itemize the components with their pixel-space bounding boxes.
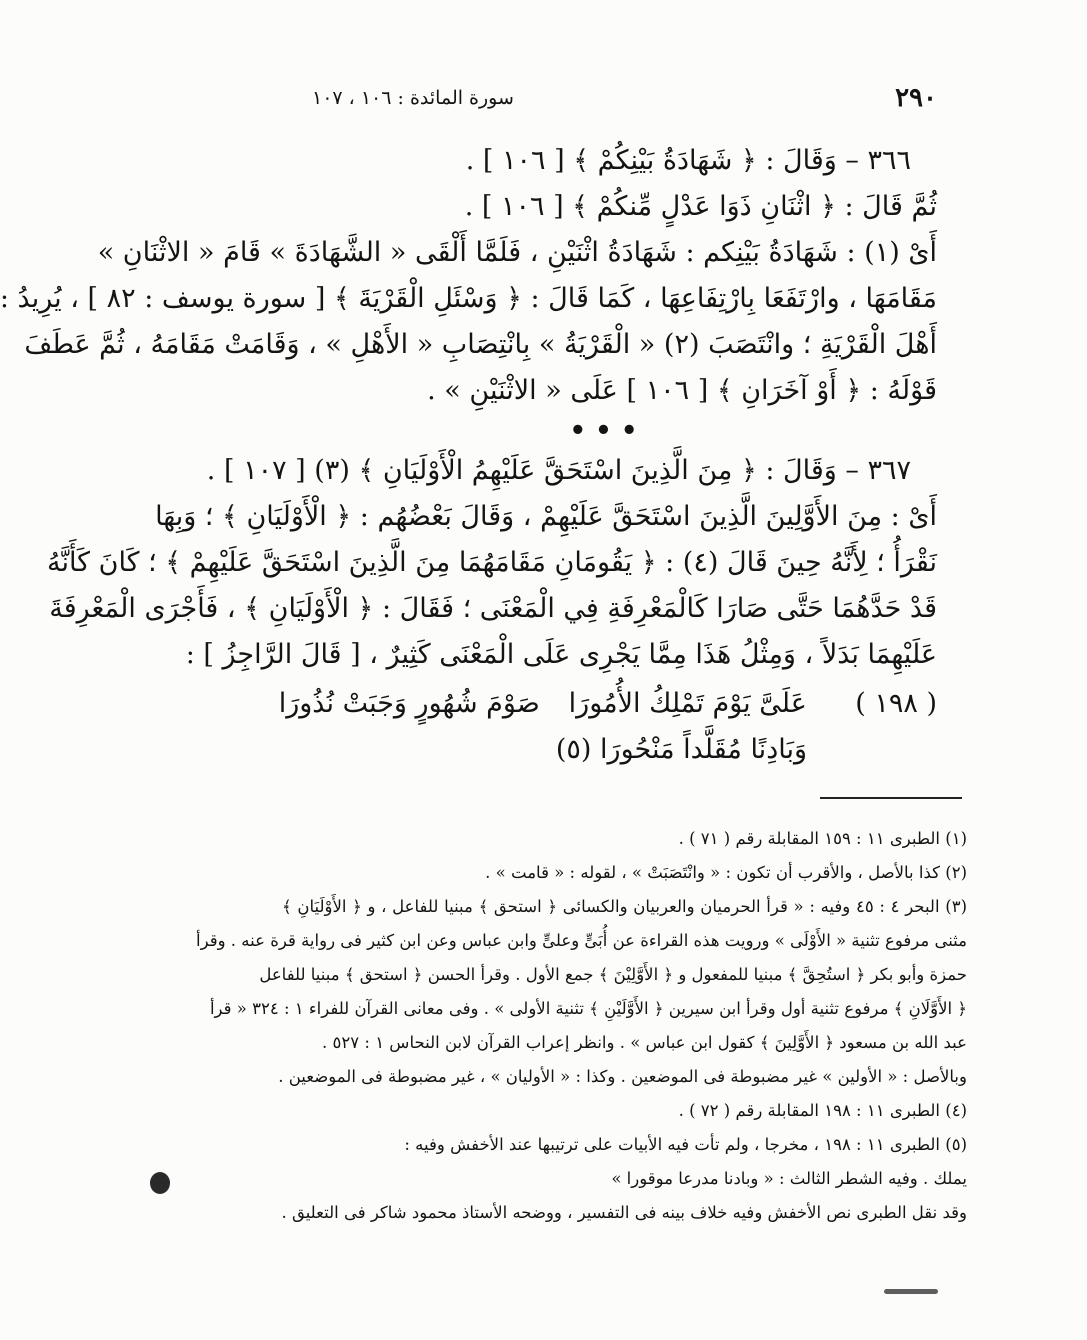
section-separator: • • •: [569, 416, 638, 446]
text-line: نَقْرَأُ ؛ لِأَنَّهُ حِينَ قَالَ (٤) : ﴿ يَقُومَانِ مَقَامَهُمَا مِنَ الَّذِينَ اسْتَحَقَّ عَلَيْهِمْ ﴾ ؛ كَانَ كَأَنَّهُ: [46, 547, 937, 578]
text-line: قَدْ حَدَّهُمَا حَتَّى صَارَا كَالْمَعْرِفَةِ فِي الْمَعْنَى ؛ فَقَالَ : ﴿ الْأَوْلَيَانِ ﴾ ، فَأَجْرَى الْمَعْرِفَةَ: [49, 593, 937, 624]
scan-speck: [150, 1172, 170, 1194]
text-line: مَقَامَهَا ، وارْتَفَعَا بِارْتِفَاعِهَا ، كَمَا قَالَ : ﴿ وَسْئَلِ الْقَرْيَةَ ﴾ [ سورة يوسف : ٨٢ ] ، يُرِيدُ :: [0, 283, 937, 314]
text-line: أَهْلَ الْقَرْيَةِ ؛ وانْتَصَبَ (٢) « الْقَرْيَةُ » بِانْتِصَابِ « الأَهْلِ » ، وَقَامَتْ مَقَامَهُ ، ثُمَّ عَطَفَ: [24, 329, 937, 360]
footnote: (٣) البحر ٤ : ٤٥ وفيه : « قرأ الحرميان والعربيان والكسائى ﴿ استحق ﴾ مبنيا للفاعل ، و ﴿ الأَوْلَيَانِ ﴾: [282, 897, 967, 916]
entry-366-heading: ٣٦٦ – وَقَالَ : ﴿ شَهَادَةُ بَيْنِكُمْ ﴾ [ ١٠٦ ] .: [465, 145, 911, 176]
footnote-continuation: يملك . وفيه الشطر الثالث : « وبادنا مدرعا موقورا »: [611, 1169, 967, 1188]
page-number: ٢٩٠: [895, 83, 937, 113]
verse-number: ( ١٩٨ ): [855, 688, 937, 719]
verse-hemistich: صَوْمَ شُهُورٍ وَجَبَتْ نُذُورَا: [278, 688, 540, 719]
footnote: (٤) الطبرى ١١ : ١٩٨ المقابلة رقم ( ٧٢ ) .: [678, 1101, 967, 1120]
text-line: قَوْلَهُ : ﴿ أَوْ آخَرَانِ ﴾ [ ١٠٦ ] عَلَى « الاثْنَيْنِ » .: [427, 375, 937, 406]
running-title: سورة المائدة : ١٠٦ ، ١٠٧: [312, 87, 514, 109]
text-line: أَىْ (١) : شَهَادَةُ بَيْنِكم : شَهَادَةُ اثْنَيْنِ ، فَلَمَّا أَلْقَى « الشَّهَادَةَ » قَامَ « الاثْنَانِ »: [97, 237, 937, 268]
footnote-continuation: عبد الله بن مسعود ﴿ الأَوَّلِينَ ﴾ كقول ابن عباس » . وانظر إعراب القرآن لابن النحاس ١ : ٥٢٧ .: [322, 1033, 967, 1052]
footnote-continuation: ﴿ الأَوَّلَانِ ﴾ مرفوع تثنية أول وقرأ ابن سيرين ﴿ الأَوَّلَيْنِ ﴾ تثنية الأولى » . وفى معانى القرآن للفراء ١ : ٣٢٤ « قرأ: [209, 999, 967, 1018]
text-line: أَىْ : مِنَ الأَوَّلِينَ الَّذِينَ اسْتَحَقَّ عَلَيْهِمْ ، وَقَالَ بَعْضُهُم : ﴿ الْأَوْلَيَانِ ﴾ ؛ وَبِهَا: [155, 501, 937, 532]
text-line: عَلَيْهِمَا بَدَلاً ، وَمِثْلُ هَذَا مِمَّا يَجْرِى عَلَى الْمَعْنَى كَثِيرٌ ، [ قَالَ الرَّاجِزُ ] :: [185, 639, 937, 670]
poem-verse: [270, 680, 937, 772]
text-line: ثُمَّ قَالَ : ﴿ اثْنَانِ ذَوَا عَدْلٍ مِّنكُمْ ﴾ [ ١٠٦ ] .: [464, 191, 937, 222]
verse-row: [270, 680, 937, 728]
main-text: [0, 138, 937, 772]
footnote: (٥) الطبرى ١١ : ١٩٨ ، مخرجا ، ولم تأت فيه الأبيات على ترتيبها عند الأخفش وفيه :: [404, 1135, 967, 1154]
scan-speck: [884, 1289, 938, 1294]
footnote-continuation: مثنى مرفوع تثنية « الأَوْلَى » ورويت هذه القراءة عن أُبَىٍّ وعلىٍّ وابن عباس وعن ابن كثير فى رواية قرة عنه . وقرأ: [196, 931, 967, 950]
footnote: (١) الطبرى ١١ : ١٥٩ المقابلة رقم ( ٧١ ) .: [678, 829, 967, 848]
footnote-continuation: وبالأصل : « الأولين » غير مضبوطة فى الموضعين . وكذا : « الأوليان » ، غير مضبوطة فى الموضعين .: [278, 1067, 967, 1086]
entry-367-heading: ٣٦٧ – وَقَالَ : ﴿ مِنَ الَّذِينَ اسْتَحَقَّ عَلَيْهِمُ الْأَوْلَيَانِ ﴾ (٣) [ ١٠٧ ] .: [206, 455, 911, 486]
footnote-continuation: وقد نقل الطبرى نص الأخفش وفيه خلاف بينه فى التفسير ، ووضحه الأستاذ محمود شاكر فى التعليق .: [281, 1203, 967, 1222]
footnote: (٢) كذا بالأصل ، والأقرب أن تكون : « وانْتَصَبَتْ » ، لقوله : « قامت » .: [485, 863, 967, 882]
page-header: [312, 78, 937, 118]
footnotes: [196, 822, 967, 1230]
footnote-continuation: حمزة وأبو بكر ﴿ استُحِقَّ ﴾ مبنيا للمفعول و ﴿ الأَوَّلِيْنَ ﴾ جمع الأول . وقرأ الحسن ﴿ استحق ﴾ مبنيا للفاعل: [259, 965, 967, 984]
verse-hemistich: عَلَىَّ يَوْمَ تَمْلِكُ الأُمُورَا: [568, 688, 807, 719]
verse-line-2: وَبَادِنًا مُقَلَّداً مَنْحُورَا (٥): [555, 734, 807, 765]
footnote-divider: [820, 797, 962, 799]
